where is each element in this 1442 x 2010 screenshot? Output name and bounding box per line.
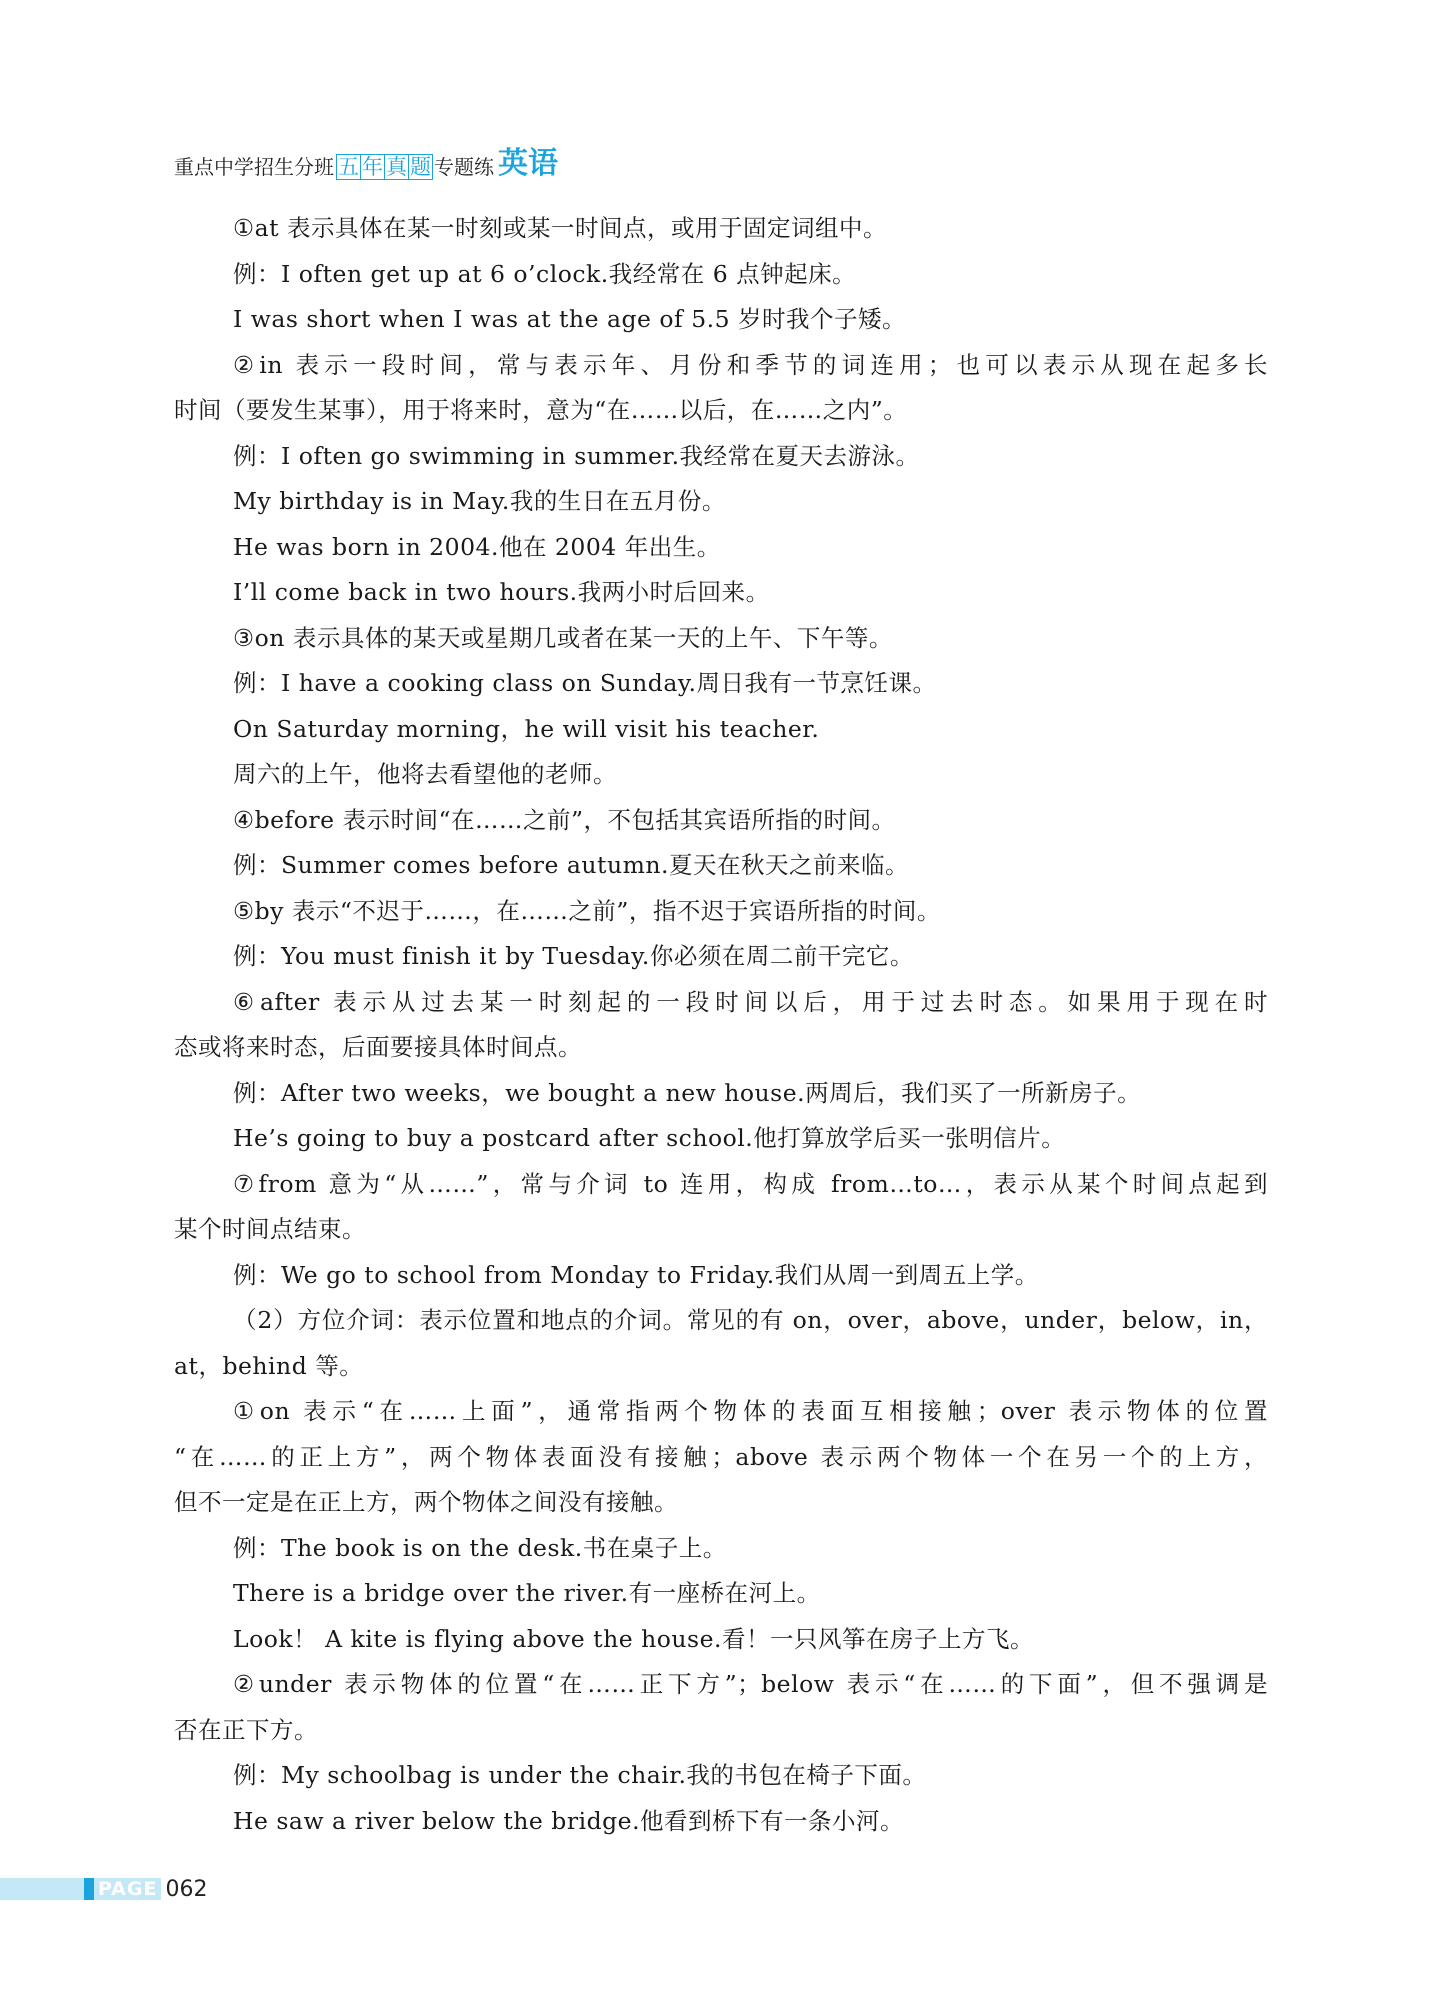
text-line: I was short when I was at the age of 5.5 岁时我个子矮。 [233, 305, 907, 333]
text-line: ⑤by 表示“不迟于……，在……之前”，指不迟于宾语所指的时间。 [233, 896, 941, 925]
text-line: 态或将来时态，后面要接具体时间点。 [174, 1033, 582, 1061]
text-line: 例：After two weeks，we bought a new house.两周后，我们买了一所新房子。 [233, 1078, 1142, 1107]
text-line: He saw a river below the bridge.他看到桥下有一条小河。 [233, 1806, 905, 1835]
text-line: 例：I often go swimming in summer.我经常在夏天去游泳。 [233, 441, 920, 470]
text-line: 例：I have a cooking class on Sunday.周日我有一节烹饪课。 [233, 669, 937, 697]
text-line: ①at 表示具体在某一时刻或某一时间点，或用于固定词组中。 [233, 214, 887, 242]
page-number: 062 [165, 1876, 208, 1902]
text-line: 例：You must finish it by Tuesday.你必须在周二前干完它。 [233, 942, 914, 970]
page-header [174, 146, 558, 180]
header-highlight-char: 题 [410, 155, 431, 179]
text-line: （2）方位介词：表示位置和地点的介词。常见的有 on，over，above，under，below，in， [233, 1306, 1268, 1334]
footer-bar [0, 1878, 84, 1900]
page-body [174, 206, 1268, 1844]
page-label: PAGE [94, 1878, 161, 1900]
text-line: 例：My schoolbag is under the chair.我的书包在椅子下面。 [233, 1761, 927, 1789]
text-line: ②under 表示物体的位置“在……正下方”；below 表示“在……的下面”，但不强调是 [233, 1670, 1268, 1698]
header-highlight-char: 年 [362, 155, 383, 179]
text-line: 某个时间点结束。 [174, 1215, 366, 1243]
text-line: I’ll come back in two hours.我两小时后回来。 [233, 578, 770, 606]
text-line: ⑥after 表示从过去某一时刻起的一段时间以后，用于过去时态。如果用于现在时 [233, 987, 1268, 1016]
header-series-suffix: 专题练 [434, 155, 494, 179]
footer-accent-mark [84, 1878, 94, 1900]
text-line: 例：I often get up at 6 o’clock.我经常在 6 点钟起床。 [233, 259, 857, 288]
header-highlight-box [336, 154, 432, 180]
header-subject: 英语 [498, 146, 558, 181]
text-line: ③on 表示具体的某天或星期几或者在某一天的上午、下午等。 [233, 623, 893, 652]
text-line: ②in 表示一段时间，常与表示年、月份和季节的词连用；也可以表示从现在起多长 [233, 350, 1268, 379]
header-series-title: 重点中学招生分班 [174, 155, 334, 179]
text-line: 例：We go to school from Monday to Friday.我们从周一到周五上学。 [233, 1260, 1039, 1289]
text-line: There is a bridge over the river.有一座桥在河上。 [233, 1579, 821, 1607]
text-line: 例：The book is on the desk.书在桌子上。 [233, 1533, 727, 1562]
header-highlight-char: 真 [386, 155, 407, 179]
text-line: ①on 表示“在……上面”，通常指两个物体的表面互相接触；over 表示物体的位置 [233, 1397, 1268, 1425]
text-line: He’s going to buy a postcard after school.他打算放学后买一张明信片。 [233, 1124, 1066, 1152]
text-line: 但不一定是在正上方，两个物体之间没有接触。 [174, 1488, 678, 1516]
text-line: 周六的上午，他将去看望他的老师。 [233, 760, 617, 788]
text-line: Look！ A kite is flying above the house.看！一只风筝在房子上方飞。 [233, 1624, 1034, 1653]
text-line: ⑦from 意为“从……”，常与介词 to 连用，构成 from…to…，表示从某个时间点起到 [233, 1169, 1268, 1198]
text-line: ④before 表示时间“在……之前”，不包括其宾语所指的时间。 [233, 805, 896, 834]
page-footer [0, 1876, 207, 1902]
text-line: My birthday is in May.我的生日在五月份。 [233, 487, 726, 515]
text-line: 否在正下方。 [174, 1715, 318, 1744]
text-line: 时间（要发生某事），用于将来时，意为“在……以后，在……之内”。 [174, 396, 908, 424]
text-line: He was born in 2004.他在 2004 年出生。 [233, 532, 721, 561]
text-line: at，behind 等。 [174, 1351, 364, 1380]
header-highlight-char: 五 [338, 155, 359, 179]
text-line: 例：Summer comes before autumn.夏天在秋天之前来临。 [233, 851, 909, 879]
text-line: “在……的正上方”，两个物体表面没有接触；above 表示两个物体一个在另一个的上方， [174, 1442, 1268, 1471]
text-line: On Saturday morning，he will visit his teacher. [233, 714, 820, 743]
